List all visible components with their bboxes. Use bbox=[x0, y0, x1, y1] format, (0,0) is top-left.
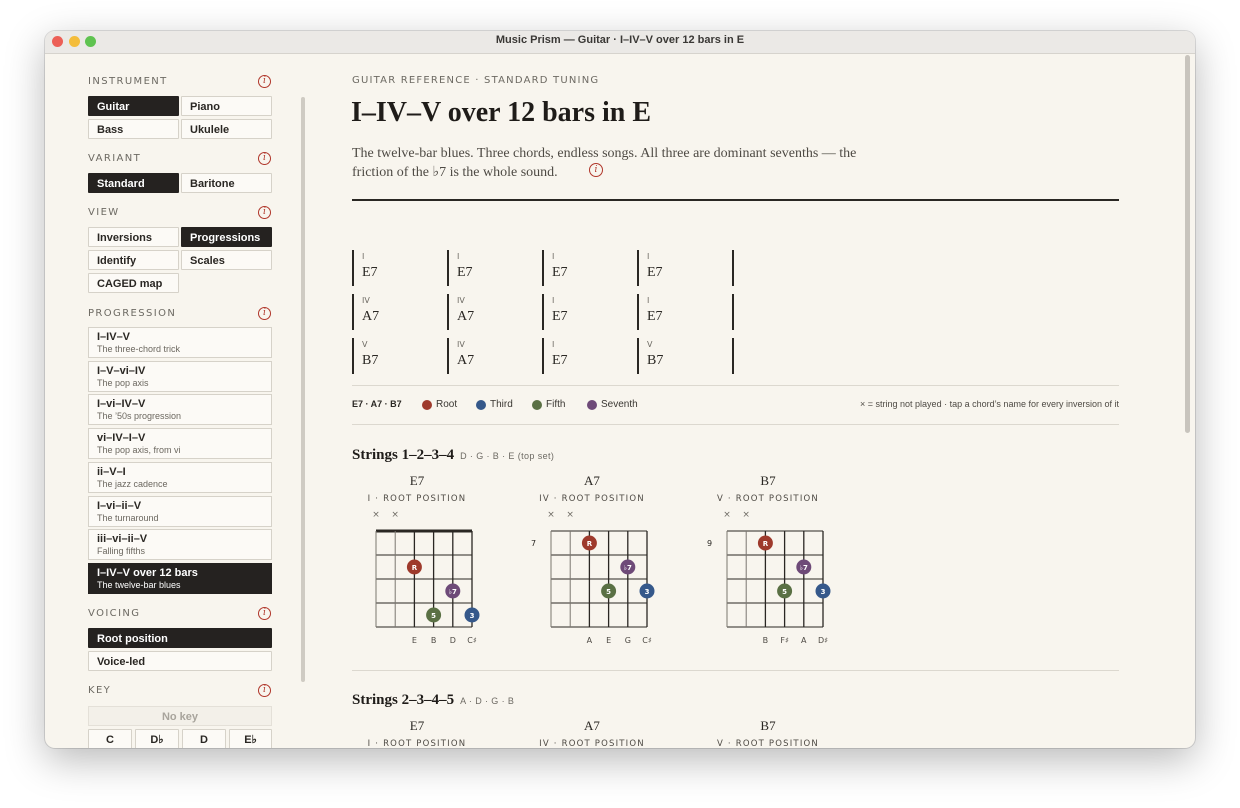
legend-third: Third bbox=[490, 399, 513, 410]
string-note-label: E bbox=[411, 636, 417, 645]
chord-diagram bbox=[703, 473, 833, 663]
voicing-label: VOICING bbox=[88, 608, 141, 619]
fretboard bbox=[527, 511, 657, 661]
progression-item[interactable] bbox=[88, 496, 272, 527]
bar-cell bbox=[637, 338, 734, 374]
bar-cell bbox=[447, 294, 544, 330]
bar-roman: IV bbox=[362, 296, 370, 305]
variant-standard-button[interactable]: Standard bbox=[88, 173, 179, 193]
chord-tone-dot bbox=[465, 608, 480, 623]
muted-string-mark: × bbox=[391, 511, 399, 520]
bar-roman: IV bbox=[457, 296, 465, 305]
svg-text:3: 3 bbox=[820, 588, 826, 596]
chord-inversion: I · ROOT POSITION bbox=[367, 739, 467, 748]
chord-tone-dot bbox=[777, 584, 792, 599]
main-scrollbar[interactable] bbox=[1185, 55, 1190, 433]
chord-name[interactable]: A7 bbox=[584, 473, 600, 488]
chord-diagram: E7 I · ROOT POSITION × × bbox=[352, 718, 482, 748]
bar-roman: V bbox=[362, 340, 368, 349]
chord-diagram bbox=[527, 473, 657, 663]
legend-root: Root bbox=[436, 399, 458, 410]
chord-tone-dot bbox=[620, 560, 635, 575]
key-d-button[interactable]: D bbox=[182, 729, 226, 748]
chord-tone-dot bbox=[640, 584, 655, 599]
progression-item[interactable] bbox=[88, 327, 272, 358]
instrument-bass-button[interactable]: Bass bbox=[88, 119, 179, 139]
divider bbox=[352, 670, 1119, 671]
string-note-label: E bbox=[606, 636, 612, 645]
progression-desc: The twelve-bar blues bbox=[97, 580, 181, 590]
progression-desc: Falling fifths bbox=[97, 546, 146, 556]
string-note-label: C♯ bbox=[467, 636, 477, 645]
string-note-label: B bbox=[762, 636, 769, 645]
fretboard bbox=[703, 511, 833, 661]
variant-baritone-button[interactable]: Baritone bbox=[181, 173, 272, 193]
key-d-flat-button[interactable]: D♭ bbox=[135, 729, 179, 748]
chord-tone-dot bbox=[601, 584, 616, 599]
bar-chord[interactable]: E7 bbox=[647, 265, 663, 280]
bar-roman: V bbox=[647, 340, 653, 349]
view-label: VIEW bbox=[88, 207, 120, 218]
svg-text:3: 3 bbox=[644, 588, 650, 596]
progression-item[interactable] bbox=[88, 394, 272, 425]
string-note-label: D bbox=[449, 636, 456, 645]
voicing-info-icon[interactable]: i bbox=[258, 607, 271, 620]
string-note-label: A bbox=[586, 636, 593, 645]
string-note-label: G bbox=[624, 636, 631, 645]
progression-name: I–V–vi–IV bbox=[97, 365, 146, 377]
key-info-icon[interactable]: i bbox=[258, 684, 271, 697]
bar-chord[interactable]: A7 bbox=[457, 353, 475, 368]
chord-name[interactable]: E7 bbox=[409, 718, 425, 733]
root-swatch bbox=[422, 400, 432, 410]
key-c-button[interactable]: C bbox=[88, 729, 132, 748]
svg-text:R: R bbox=[411, 564, 418, 572]
string-note-label: C♯ bbox=[642, 636, 652, 645]
sidebar-scrollbar[interactable] bbox=[301, 97, 305, 682]
page-kicker: GUITAR REFERENCE · STANDARD TUNING bbox=[352, 75, 600, 86]
main-content bbox=[309, 53, 1195, 765]
bar-roman: I bbox=[552, 252, 555, 261]
progression-item[interactable] bbox=[88, 462, 272, 493]
svg-text:♭7: ♭7 bbox=[623, 564, 632, 572]
page-title: I–IV–V over 12 bars in E bbox=[351, 97, 652, 128]
variant-info-icon[interactable]: i bbox=[258, 152, 271, 165]
chord-inversion: I · ROOT POSITION bbox=[367, 494, 467, 504]
bar-end-line bbox=[732, 338, 734, 374]
bar-chord[interactable]: A7 bbox=[362, 309, 380, 324]
instrument-label: INSTRUMENT bbox=[88, 76, 168, 87]
bar-roman: I bbox=[457, 252, 460, 261]
divider bbox=[352, 424, 1119, 425]
chord-tone-dot bbox=[407, 560, 422, 575]
bar-chord[interactable]: E7 bbox=[362, 265, 378, 280]
chord-inversion: IV · ROOT POSITION bbox=[539, 739, 645, 748]
string-note-label: B bbox=[430, 636, 437, 645]
legend-chords: E7 · A7 · B7 bbox=[352, 399, 402, 409]
chord-name[interactable]: E7 bbox=[409, 473, 425, 488]
bar-chord[interactable]: E7 bbox=[457, 265, 473, 280]
bar-cell bbox=[352, 250, 449, 286]
view-scales-button[interactable]: Scales bbox=[181, 250, 272, 270]
section-title bbox=[352, 692, 514, 709]
bar-end-line bbox=[732, 250, 734, 286]
bar-chord[interactable]: B7 bbox=[362, 353, 379, 368]
bar-chord[interactable]: E7 bbox=[552, 353, 568, 368]
chord-name[interactable]: B7 bbox=[760, 473, 776, 488]
svg-text:♭7: ♭7 bbox=[799, 564, 808, 572]
progression-name: I–vi–ii–V bbox=[97, 500, 142, 512]
third-swatch bbox=[476, 400, 486, 410]
bar-roman: I bbox=[552, 340, 555, 349]
bar-cell bbox=[542, 338, 639, 374]
chord-inversion: V · ROOT POSITION bbox=[717, 739, 819, 748]
progression-desc: The ’50s progression bbox=[97, 411, 182, 421]
bar-roman: IV bbox=[457, 340, 465, 349]
bar-chord[interactable]: E7 bbox=[552, 265, 568, 280]
bar-cell bbox=[352, 338, 449, 374]
view-caged-map-button[interactable]: CAGED map bbox=[88, 273, 179, 293]
key-e-flat-button[interactable]: E♭ bbox=[229, 729, 272, 748]
lede-info-icon[interactable]: i bbox=[589, 163, 603, 177]
chord-inversion: V · ROOT POSITION bbox=[717, 494, 819, 504]
progression-item[interactable] bbox=[88, 428, 272, 459]
bar-chord[interactable]: B7 bbox=[647, 353, 664, 368]
muted-string-mark: × bbox=[566, 511, 574, 520]
chord-tone-dot bbox=[816, 584, 831, 599]
progression-name: I–vi–IV–V bbox=[97, 398, 146, 410]
muted-string-mark: × bbox=[547, 511, 555, 520]
bar-roman: I bbox=[362, 252, 365, 261]
progression-name: vi–IV–I–V bbox=[97, 432, 146, 444]
bar-cell bbox=[542, 294, 639, 330]
progression-name: iii–vi–ii–V bbox=[97, 533, 148, 545]
view-identify-button[interactable]: Identify bbox=[88, 250, 179, 270]
progression-desc: The pop axis, from vi bbox=[97, 445, 181, 455]
muted-string-mark: × bbox=[372, 511, 380, 520]
progression-desc: The three-chord trick bbox=[97, 344, 181, 354]
bar-cell bbox=[637, 294, 734, 330]
instrument-ukulele-button[interactable]: Ukulele bbox=[181, 119, 272, 139]
svg-text:5: 5 bbox=[431, 612, 437, 620]
bar-cell bbox=[637, 250, 734, 286]
window-title: Music Prism — Guitar · I–IV–V over 12 bars in E bbox=[495, 34, 745, 46]
instrument-piano-button[interactable]: Piano bbox=[181, 96, 272, 116]
chord-tone-dot bbox=[426, 608, 441, 623]
sidebar bbox=[45, 53, 309, 748]
bar-chord[interactable]: E7 bbox=[552, 309, 568, 324]
svg-text:5: 5 bbox=[782, 588, 788, 596]
chord-name[interactable]: A7 bbox=[584, 718, 600, 733]
progression-info-icon[interactable]: i bbox=[258, 307, 271, 320]
progression-name: I–IV–V over 12 bars bbox=[97, 567, 198, 579]
key-label: KEY bbox=[88, 685, 112, 696]
progression-item[interactable] bbox=[88, 361, 272, 392]
section-subtitle: A · D · G · B bbox=[460, 696, 515, 706]
progression-name: I–IV–V bbox=[97, 331, 131, 343]
seventh-swatch bbox=[587, 400, 597, 410]
view-progressions-button[interactable]: Progressions bbox=[181, 227, 272, 247]
legend bbox=[352, 399, 1119, 413]
bar-cell bbox=[542, 250, 639, 286]
voicing-root-position-button[interactable]: Root position bbox=[88, 628, 272, 648]
progression-desc: The turnaround bbox=[97, 513, 159, 523]
view-info-icon[interactable]: i bbox=[258, 206, 271, 219]
svg-text:♭7: ♭7 bbox=[448, 588, 457, 596]
chord-tone-dot bbox=[582, 536, 597, 551]
section-title-text: Strings 1–2–3–4 bbox=[352, 447, 455, 463]
title-bar bbox=[45, 31, 1195, 54]
legend-note: × = string not played · tap a chord’s name for every inversion of it bbox=[860, 399, 1119, 409]
no-key-button[interactable]: No key bbox=[88, 706, 272, 726]
bar-roman: I bbox=[647, 252, 650, 261]
progression-label: PROGRESSION bbox=[88, 308, 177, 319]
chord-diagram: A7 IV · ROOT POSITION × × R ♭7 bbox=[527, 718, 657, 748]
legend-seventh: Seventh bbox=[601, 399, 638, 410]
bar-chord[interactable]: E7 bbox=[647, 309, 663, 324]
start-fret-number: 7 bbox=[531, 539, 537, 548]
progression-name: ii–V–I bbox=[97, 466, 126, 478]
chord-diagram: B7 V · ROOT POSITION × × bbox=[703, 718, 833, 748]
page-lede: The twelve-bar blues. Three chords, endless songs. All three are dominant sevenths — the friction of the ♭7 is the whole sound. bbox=[352, 146, 857, 180]
chord-tone-dot bbox=[758, 536, 773, 551]
start-fret-number: 9 bbox=[707, 539, 713, 548]
svg-text:5: 5 bbox=[606, 588, 612, 596]
svg-text:R: R bbox=[586, 540, 593, 548]
bar-cell bbox=[447, 250, 544, 286]
bar-cell bbox=[447, 338, 544, 374]
app-window bbox=[45, 31, 1195, 765]
section-subtitle: D · G · B · E (top set) bbox=[460, 451, 555, 461]
section-title-text: Strings 2–3–4–5 bbox=[352, 692, 455, 708]
chord-tone-dot bbox=[445, 584, 460, 599]
bar-roman: I bbox=[647, 296, 650, 305]
chord-inversion: IV · ROOT POSITION bbox=[539, 494, 645, 504]
chord-name[interactable]: B7 bbox=[760, 718, 776, 733]
string-note-label: D♯ bbox=[817, 636, 829, 645]
progression-desc: The pop axis bbox=[97, 378, 149, 388]
section-title bbox=[352, 447, 554, 464]
fretboard bbox=[352, 511, 482, 661]
progression-desc: The jazz cadence bbox=[97, 479, 168, 489]
legend-fifth: Fifth bbox=[546, 399, 566, 410]
string-note-label: F♯ bbox=[780, 636, 789, 645]
voicing-voice-led-button[interactable]: Voice-led bbox=[88, 651, 272, 671]
svg-text:3: 3 bbox=[469, 612, 475, 620]
instrument-guitar-button[interactable]: Guitar bbox=[88, 96, 179, 116]
progression-item-selected[interactable] bbox=[88, 563, 272, 594]
chord-diagram bbox=[352, 473, 482, 663]
muted-string-mark: × bbox=[723, 511, 731, 520]
title-rule bbox=[352, 199, 1119, 201]
progression-item[interactable] bbox=[88, 529, 272, 560]
string-note-label: A bbox=[801, 636, 807, 645]
bar-roman: I bbox=[552, 296, 555, 305]
fifth-swatch bbox=[532, 400, 542, 410]
chord-tone-dot bbox=[796, 560, 811, 575]
divider bbox=[352, 385, 1119, 386]
svg-text:R: R bbox=[762, 540, 769, 548]
instrument-info-icon[interactable]: i bbox=[258, 75, 271, 88]
bar-cell bbox=[352, 294, 449, 330]
bar-chord[interactable]: A7 bbox=[457, 309, 475, 324]
bar-end-line bbox=[732, 294, 734, 330]
variant-label: VARIANT bbox=[88, 153, 142, 164]
view-inversions-button[interactable]: Inversions bbox=[88, 227, 179, 247]
muted-string-mark: × bbox=[742, 511, 750, 520]
